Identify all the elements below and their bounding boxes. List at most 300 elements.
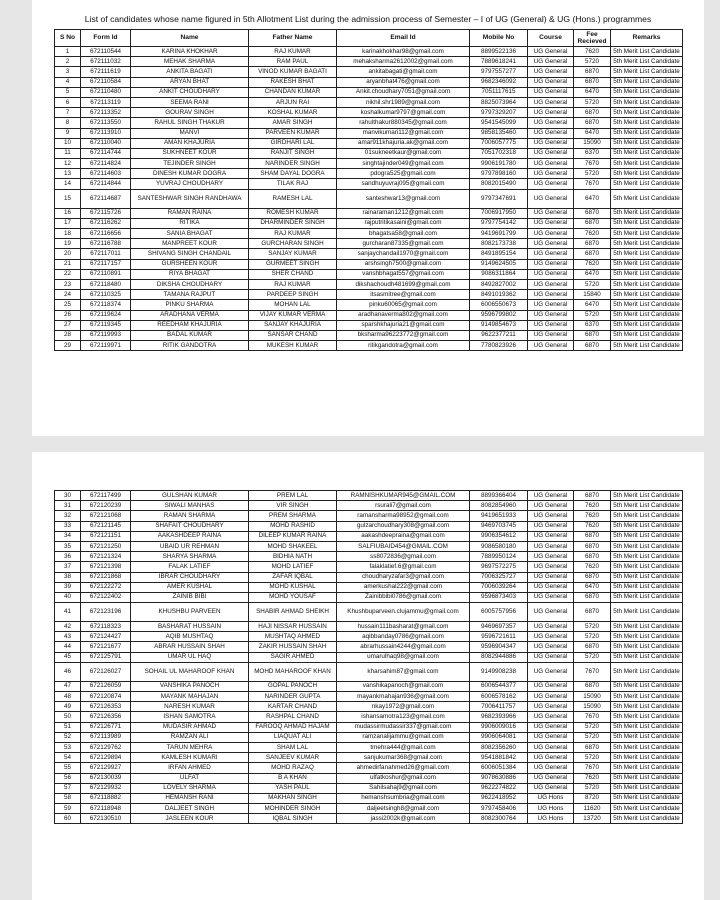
serial-no-cell: 40	[55, 592, 81, 602]
father-name-cell: SANJEEV KUMAR	[249, 753, 337, 763]
remarks-cell: 5th Merit List Candidate	[611, 712, 683, 722]
name-cell: IRFAN AHMED	[131, 763, 249, 773]
fee-cell: 5720	[574, 310, 611, 320]
email-cell: sanjaychandail1970@gmail.com	[337, 249, 470, 259]
remarks-cell: 5th Merit List Candidate	[611, 662, 683, 681]
form-id-cell: 672130039	[81, 773, 131, 783]
table-row	[55, 501, 683, 511]
email-cell: rainaraman1212@gmail.com	[337, 208, 470, 218]
remarks-cell: 5th Merit List Candidate	[611, 632, 683, 642]
fee-cell: 5720	[574, 57, 611, 67]
table-row	[55, 148, 683, 158]
remarks-cell: 5th Merit List Candidate	[611, 290, 683, 300]
father-name-cell: RASHPAL CHAND	[249, 712, 337, 722]
name-cell: UBAID UR REHMAN	[131, 541, 249, 551]
name-cell: SIWALI MANHAS	[131, 501, 249, 511]
email-cell: 01sukneetkaur@gmail.com	[337, 148, 470, 158]
fee-cell: 11620	[574, 804, 611, 814]
course-cell: UG General	[528, 582, 574, 592]
table-row	[55, 179, 683, 189]
father-name-cell: RANJIT SINGH	[249, 148, 337, 158]
serial-no-cell: 14	[55, 179, 81, 189]
father-name-cell: ARJUN RAI	[249, 97, 337, 107]
remarks-cell: 5th Merit List Candidate	[611, 218, 683, 228]
fee-cell: 6870	[574, 330, 611, 340]
name-cell: MEHAK SHARMA	[131, 57, 249, 67]
fee-cell: 13720	[574, 814, 611, 824]
course-cell: UG General	[528, 47, 574, 57]
course-cell: UG General	[528, 159, 574, 169]
course-cell: UG General	[528, 763, 574, 773]
table-row	[55, 310, 683, 320]
name-cell: RAMAN SHARMA	[131, 511, 249, 521]
table-row	[55, 259, 683, 269]
name-cell: RAHUL SINGH THAKUR	[131, 118, 249, 128]
form-id-cell: 672113352	[81, 108, 131, 118]
serial-no-cell: 2	[55, 57, 81, 67]
serial-no-cell: 28	[55, 330, 81, 340]
table-row	[55, 511, 683, 521]
form-id-cell: 672116262	[81, 218, 131, 228]
serial-no-cell: 45	[55, 652, 81, 662]
course-cell: UG General	[528, 491, 574, 501]
fee-cell: 7670	[574, 159, 611, 169]
father-name-cell: B A KHAN	[249, 773, 337, 783]
fee-cell: 7620	[574, 501, 611, 511]
mobile-cell: 7780823926	[470, 341, 528, 351]
father-name-cell: PARVEEN KUMAR	[249, 128, 337, 138]
serial-no-cell: 43	[55, 632, 81, 642]
course-cell: UG General	[528, 118, 574, 128]
email-cell: sparshkhajuria21@gmail.com	[337, 320, 470, 330]
father-name-cell: MOHD RAZAQ	[249, 763, 337, 773]
form-id-cell: 672115726	[81, 208, 131, 218]
mobile-cell: 8492827002	[470, 279, 528, 289]
page-2	[32, 452, 704, 900]
serial-no-cell: 48	[55, 692, 81, 702]
form-id-cell: 672120239	[81, 501, 131, 511]
mobile-cell: 9086580180	[470, 541, 528, 551]
course-cell: UG General	[528, 632, 574, 642]
mobile-cell: 6006578162	[470, 692, 528, 702]
mobile-cell: 7889618241	[470, 57, 528, 67]
table-row	[55, 582, 683, 592]
course-cell: UG General	[528, 179, 574, 189]
name-cell: GULSHAN KUMAR	[131, 491, 249, 501]
course-cell: UG General	[528, 652, 574, 662]
form-id-cell: 672121677	[81, 642, 131, 652]
course-cell: UG General	[528, 753, 574, 763]
serial-no-cell: 32	[55, 511, 81, 521]
father-name-cell: RAM PAUL	[249, 57, 337, 67]
father-name-cell: RAKESH BHAT	[249, 77, 337, 87]
form-id-cell: 672121250	[81, 541, 131, 551]
mobile-cell: 6006544377	[470, 681, 528, 691]
table-row	[55, 681, 683, 691]
form-id-cell: 672129932	[81, 783, 131, 793]
name-cell: ISHAN SAMOTRA	[131, 712, 249, 722]
mobile-cell: 9469703745	[470, 521, 528, 531]
name-cell: GURSHEEN KOUR	[131, 259, 249, 269]
name-cell: SANTESHWAR SINGH RANDHAWA	[131, 189, 249, 208]
remarks-cell: 5th Merit List Candidate	[611, 742, 683, 752]
table-row	[55, 218, 683, 228]
email-cell: ramzanalijammu@gmail.com	[337, 732, 470, 742]
email-cell: Khushbuparveen.clujammu@gmail.com	[337, 603, 470, 622]
remarks-cell: 5th Merit List Candidate	[611, 692, 683, 702]
course-cell: UG General	[528, 148, 574, 158]
table-row	[55, 341, 683, 351]
course-cell: UG General	[528, 692, 574, 702]
fee-cell: 7670	[574, 662, 611, 681]
serial-no-cell: 15	[55, 189, 81, 208]
remarks-cell: 5th Merit List Candidate	[611, 269, 683, 279]
father-name-cell: MOHD RASHID	[249, 521, 337, 531]
serial-no-cell: 59	[55, 804, 81, 814]
table-row	[55, 592, 683, 602]
email-cell: vanshbhagat557@gmail.com	[337, 269, 470, 279]
remarks-cell: 5th Merit List Candidate	[611, 582, 683, 592]
father-name-cell: GIRDHARI LAL	[249, 138, 337, 148]
email-cell: tmehra444@gmail.com	[337, 742, 470, 752]
name-cell: ANKITA BAGATI	[131, 67, 249, 77]
form-id-cell: 672118882	[81, 793, 131, 803]
form-id-cell: 672118480	[81, 279, 131, 289]
father-name-cell: GOPAL PANOCH	[249, 681, 337, 691]
name-cell: REEDHAM KHAJURIA	[131, 320, 249, 330]
course-cell: UG General	[528, 330, 574, 340]
name-cell: DALJEET SINGH	[131, 804, 249, 814]
course-cell: UG General	[528, 259, 574, 269]
email-cell: falaklatief.6@gmail.com	[337, 562, 470, 572]
fee-cell: 6870	[574, 531, 611, 541]
fee-cell: 7620	[574, 229, 611, 239]
serial-no-cell: 29	[55, 341, 81, 351]
fee-cell: 5720	[574, 97, 611, 107]
mobile-cell: 9596799802	[470, 310, 528, 320]
name-cell: GOURAV SINGH	[131, 108, 249, 118]
form-id-cell: 672121398	[81, 562, 131, 572]
mobile-cell: 8491019362	[470, 290, 528, 300]
form-id-cell: 672119624	[81, 310, 131, 320]
email-cell: SALFIUBAID454@GMAIL.COM	[337, 541, 470, 551]
email-cell: hemanshsumbria@gmail.com	[337, 793, 470, 803]
name-cell: TARUN MEHRA	[131, 742, 249, 752]
form-id-cell: 672126027	[81, 662, 131, 681]
table-row	[55, 572, 683, 582]
father-name-cell: FAROOQ AHMAD HAJAM	[249, 722, 337, 732]
fee-cell: 6870	[574, 541, 611, 551]
father-name-cell: KOSHAL KUMAR	[249, 108, 337, 118]
course-cell: UG General	[528, 279, 574, 289]
table-row	[55, 169, 683, 179]
fee-cell: 7620	[574, 773, 611, 783]
mobile-cell: 9596873403	[470, 592, 528, 602]
name-cell: YUVRAJ CHOUDHARY	[131, 179, 249, 189]
mobile-cell: 8899366404	[470, 491, 528, 501]
course-cell: UG General	[528, 511, 574, 521]
table-row	[55, 290, 683, 300]
fee-cell: 5720	[574, 279, 611, 289]
father-name-cell: SANSAR CHAND	[249, 330, 337, 340]
email-cell: mudassirmudassir337@gmail.com	[337, 722, 470, 732]
serial-no-cell: 4	[55, 77, 81, 87]
remarks-cell: 5th Merit List Candidate	[611, 341, 683, 351]
form-id-cell: 672120874	[81, 692, 131, 702]
fee-cell: 6470	[574, 582, 611, 592]
document-title: List of candidates whose name figured in 5th Allotment List during the admission process of Semester – I of UG (General) & UG (Hons.) programmes	[84, 14, 652, 24]
remarks-cell: 5th Merit List Candidate	[611, 562, 683, 572]
serial-no-cell: 57	[55, 783, 81, 793]
name-cell: UMAR UL HAQ	[131, 652, 249, 662]
course-cell: UG General	[528, 189, 574, 208]
form-id-cell: 672114744	[81, 148, 131, 158]
father-name-cell: SANJAY KHAJURIA	[249, 320, 337, 330]
father-name-cell: GURCHARAN SINGH	[249, 239, 337, 249]
column-header: Name	[131, 30, 249, 47]
fee-cell: 7620	[574, 259, 611, 269]
email-cell: ulfatkoshur@gmail.com	[337, 773, 470, 783]
serial-no-cell: 31	[55, 501, 81, 511]
serial-no-cell: 51	[55, 722, 81, 732]
name-cell: ARYAN BHAT	[131, 77, 249, 87]
mobile-cell: 7006057775	[470, 138, 528, 148]
course-cell: UG General	[528, 97, 574, 107]
course-cell: UG Hons	[528, 793, 574, 803]
mobile-cell: 9419651933	[470, 511, 528, 521]
remarks-cell: 5th Merit List Candidate	[611, 189, 683, 208]
name-cell: SOHAIL UL MAHAROOF KHAN	[131, 662, 249, 681]
form-id-cell: 672129894	[81, 753, 131, 763]
remarks-cell: 5th Merit List Candidate	[611, 501, 683, 511]
form-id-cell: 672123196	[81, 603, 131, 622]
remarks-cell: 5th Merit List Candidate	[611, 783, 683, 793]
father-name-cell: MUSHTAQ AHMED	[249, 632, 337, 642]
table-row	[55, 793, 683, 803]
fee-cell: 6870	[574, 239, 611, 249]
fee-cell: 7620	[574, 521, 611, 531]
name-cell: IBRAR CHOUDHARY	[131, 572, 249, 582]
father-name-cell: ZAKIR HUSSAIN SHAH	[249, 642, 337, 652]
table-row	[55, 804, 683, 814]
fee-cell: 7670	[574, 763, 611, 773]
form-id-cell: 672114603	[81, 169, 131, 179]
remarks-cell: 5th Merit List Candidate	[611, 622, 683, 632]
father-name-cell: PREM LAL	[249, 491, 337, 501]
course-cell: UG General	[528, 642, 574, 652]
serial-no-cell: 21	[55, 259, 81, 269]
course-cell: UG General	[528, 572, 574, 582]
fee-cell: 5720	[574, 622, 611, 632]
name-cell: ZAINIB BIBI	[131, 592, 249, 602]
mobile-cell: 9541545099	[470, 118, 528, 128]
remarks-cell: 5th Merit List Candidate	[611, 249, 683, 259]
email-cell: sandhuyuvraj095@gmail.com	[337, 179, 470, 189]
father-name-cell: CHANDAN KUMAR	[249, 87, 337, 97]
mobile-cell: 8082944886	[470, 652, 528, 662]
serial-no-cell: 13	[55, 169, 81, 179]
father-name-cell: MUKESH KUMAR	[249, 341, 337, 351]
serial-no-cell: 39	[55, 582, 81, 592]
name-cell: RIYA BHAGAT	[131, 269, 249, 279]
remarks-cell: 5th Merit List Candidate	[611, 732, 683, 742]
remarks-cell: 5th Merit List Candidate	[611, 239, 683, 249]
remarks-cell: 5th Merit List Candidate	[611, 552, 683, 562]
serial-no-cell: 46	[55, 662, 81, 681]
remarks-cell: 5th Merit List Candidate	[611, 521, 683, 531]
table-row	[55, 57, 683, 67]
father-name-cell: MOHD YOUSAF	[249, 592, 337, 602]
table-row	[55, 77, 683, 87]
name-cell: SANIA BHAGAT	[131, 229, 249, 239]
serial-no-cell: 55	[55, 763, 81, 773]
mobile-cell: 9149624505	[470, 259, 528, 269]
father-name-cell: RAMESH LAL	[249, 189, 337, 208]
remarks-cell: 5th Merit List Candidate	[611, 208, 683, 218]
mobile-cell: 7051117615	[470, 87, 528, 97]
course-cell: UG General	[528, 310, 574, 320]
email-cell: choudharyzafar3@gmail.com	[337, 572, 470, 582]
father-name-cell: MOHD SHAKEEL	[249, 541, 337, 551]
name-cell: MANVI	[131, 128, 249, 138]
serial-no-cell: 47	[55, 681, 81, 691]
mobile-cell: 9797347691	[470, 189, 528, 208]
remarks-cell: 5th Merit List Candidate	[611, 330, 683, 340]
name-cell: LOVELY SHARMA	[131, 783, 249, 793]
course-cell: UG General	[528, 208, 574, 218]
form-id-cell: 672130510	[81, 814, 131, 824]
name-cell: TAMANA RAJPUT	[131, 290, 249, 300]
mobile-cell: 9622274822	[470, 783, 528, 793]
remarks-cell: 5th Merit List Candidate	[611, 118, 683, 128]
remarks-cell: 5th Merit List Candidate	[611, 763, 683, 773]
email-cell: arshsingh7500@gmail.com	[337, 259, 470, 269]
table-row	[55, 108, 683, 118]
course-cell: UG General	[528, 239, 574, 249]
fee-cell: 6470	[574, 128, 611, 138]
serial-no-cell: 37	[55, 562, 81, 572]
table-row	[55, 692, 683, 702]
father-name-cell: SHABIR AHMAD SHEIKH	[249, 603, 337, 622]
course-cell: UG Hons	[528, 804, 574, 814]
serial-no-cell: 22	[55, 269, 81, 279]
email-cell: amerkushal222@gmail.com	[337, 582, 470, 592]
form-id-cell: 672119345	[81, 320, 131, 330]
father-name-cell: NARINDER SINGH	[249, 159, 337, 169]
form-id-cell: 672111619	[81, 67, 131, 77]
remarks-cell: 5th Merit List Candidate	[611, 531, 683, 541]
form-id-cell: 672129762	[81, 742, 131, 752]
father-name-cell: VIR SINGH	[249, 501, 337, 511]
email-cell: aradhanaverma802@gmail.com	[337, 310, 470, 320]
serial-no-cell: 12	[55, 159, 81, 169]
table-row	[55, 562, 683, 572]
remarks-cell: 5th Merit List Candidate	[611, 259, 683, 269]
mobile-cell: 7889950124	[470, 552, 528, 562]
table-row	[55, 320, 683, 330]
mobile-cell: 7006039264	[470, 582, 528, 592]
mobile-cell: 7006411757	[470, 702, 528, 712]
course-cell: UG General	[528, 662, 574, 681]
name-cell: DIKSHA CHOUDHARY	[131, 279, 249, 289]
table-row	[55, 712, 683, 722]
mobile-cell: 9797557277	[470, 67, 528, 77]
table-row	[55, 87, 683, 97]
candidates-table-2	[54, 490, 683, 824]
fee-cell: 7670	[574, 712, 611, 722]
name-cell: ABRAR HUSSAIN SHAH	[131, 642, 249, 652]
table-row	[55, 622, 683, 632]
email-cell: ankitabagati@gmail.com	[337, 67, 470, 77]
form-id-cell: 672126059	[81, 681, 131, 691]
form-id-cell: 672113910	[81, 128, 131, 138]
mobile-cell: 7006917950	[470, 208, 528, 218]
form-id-cell: 672116788	[81, 239, 131, 249]
remarks-cell: 5th Merit List Candidate	[611, 169, 683, 179]
column-header: Mobile No	[470, 30, 528, 47]
email-cell: itsasmitree@gmail.com	[337, 290, 470, 300]
table-row	[55, 742, 683, 752]
form-id-cell: 672122272	[81, 582, 131, 592]
form-id-cell: 672111032	[81, 57, 131, 67]
mobile-cell: 8082300764	[470, 814, 528, 824]
serial-no-cell: 5	[55, 87, 81, 97]
remarks-cell: 5th Merit List Candidate	[611, 310, 683, 320]
mobile-cell: 9797754142	[470, 218, 528, 228]
email-cell: hussain111basharat@gmail.com	[337, 622, 470, 632]
fee-cell: 7670	[574, 179, 611, 189]
remarks-cell: 5th Merit List Candidate	[611, 814, 683, 824]
mobile-cell: 8825073964	[470, 97, 528, 107]
form-id-cell: 672125791	[81, 652, 131, 662]
fee-cell: 6370	[574, 320, 611, 330]
father-name-cell: RAJ KUMAR	[249, 47, 337, 57]
fee-cell: 7620	[574, 511, 611, 521]
remarks-cell: 5th Merit List Candidate	[611, 67, 683, 77]
course-cell: UG General	[528, 108, 574, 118]
serial-no-cell: 3	[55, 67, 81, 77]
email-cell: kharsahim87@gmail.com	[337, 662, 470, 681]
table-row	[55, 783, 683, 793]
column-header: Remarks	[611, 30, 683, 47]
father-name-cell: SAGIR AHMED	[249, 652, 337, 662]
form-id-cell: 672110891	[81, 269, 131, 279]
fee-cell: 6870	[574, 218, 611, 228]
fee-cell: 6370	[574, 148, 611, 158]
table-row	[55, 300, 683, 310]
email-cell: ss8072836@gmail.com	[337, 552, 470, 562]
email-cell: rahulthakur880345@gmail.com	[337, 118, 470, 128]
table-row	[55, 239, 683, 249]
form-id-cell: 672121151	[81, 531, 131, 541]
course-cell: UG General	[528, 712, 574, 722]
course-cell: UG General	[528, 341, 574, 351]
column-header: S No	[55, 30, 81, 47]
fee-cell: 6870	[574, 681, 611, 691]
name-cell: AAKASHDEEP RAINA	[131, 531, 249, 541]
fee-cell: 6470	[574, 269, 611, 279]
remarks-cell: 5th Merit List Candidate	[611, 148, 683, 158]
serial-no-cell: 35	[55, 541, 81, 551]
fee-cell: 6870	[574, 341, 611, 351]
serial-no-cell: 11	[55, 148, 81, 158]
father-name-cell: DILEEP KUMAR RAINA	[249, 531, 337, 541]
fee-cell: 5720	[574, 722, 611, 732]
fee-cell: 6870	[574, 77, 611, 87]
remarks-cell: 5th Merit List Candidate	[611, 572, 683, 582]
name-cell: AMAN KHAJURIA	[131, 138, 249, 148]
father-name-cell: MOHINDER SINGH	[249, 804, 337, 814]
